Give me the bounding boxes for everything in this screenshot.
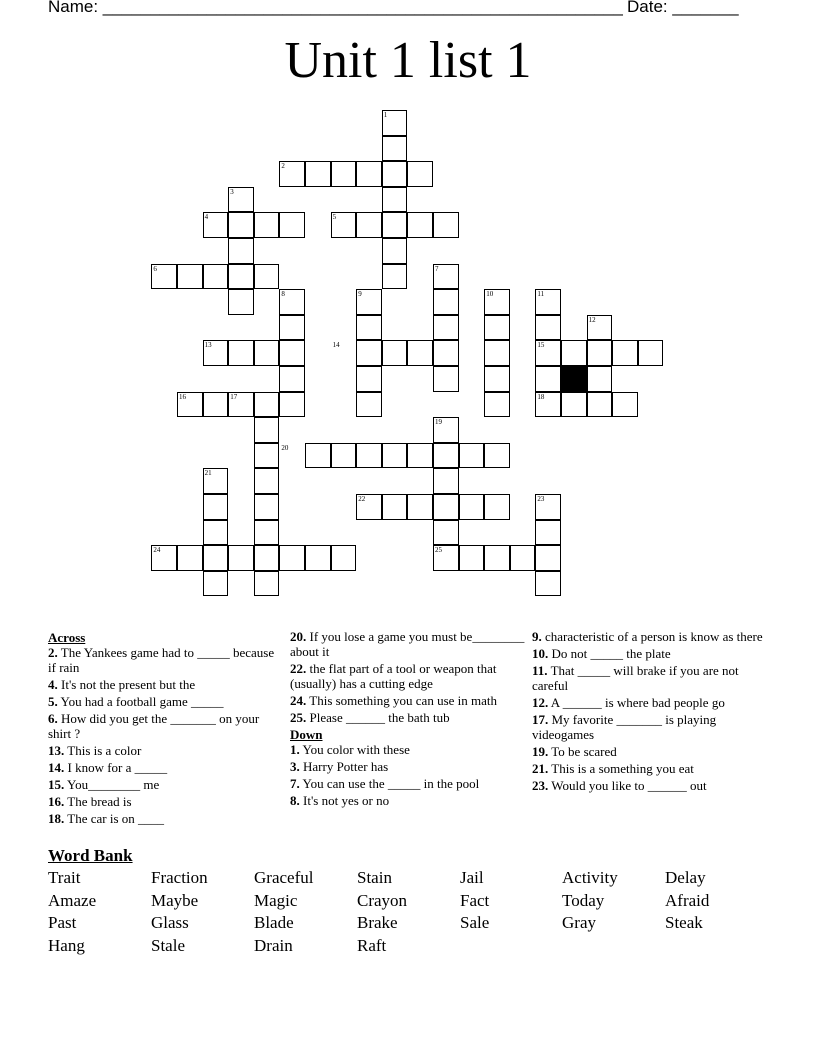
grid-cell: [254, 468, 280, 494]
clue-number-label: 8: [281, 290, 285, 299]
clue-number-label: 18: [537, 392, 545, 401]
clue-text: You color with these: [302, 742, 410, 757]
grid-cell: [459, 443, 485, 469]
clue-number-label: 10: [486, 290, 494, 299]
grid-cell: [331, 161, 357, 187]
word-bank-word: Drain: [254, 936, 293, 955]
clue-number: 18.: [48, 811, 65, 826]
clue-number: 12.: [532, 695, 549, 710]
clue-number: 24.: [290, 693, 307, 708]
grid-cell: [254, 494, 280, 520]
grid-cell: [510, 545, 536, 571]
grid-cell: [254, 520, 280, 546]
clue-item: [532, 712, 768, 742]
clue-item: [48, 777, 284, 792]
clue-text: You can use the _____ in the pool: [302, 776, 480, 791]
grid-cell: [459, 545, 485, 571]
word-bank-word: Fraction: [151, 868, 208, 887]
clue-number: 13.: [48, 743, 65, 758]
clue-item: [532, 761, 768, 776]
word-bank-word: Sale: [460, 913, 490, 932]
grid-cell: [535, 571, 561, 597]
grid-cell: [459, 494, 485, 520]
clue-text: My favorite _______ is playing videogames: [532, 712, 717, 742]
clue-number-label: 16: [179, 392, 186, 401]
grid-cell: [331, 545, 357, 571]
clue-text: If you lose a game you must be________ about it: [290, 629, 525, 659]
word-bank-word: Crayon: [357, 891, 408, 910]
clue-column-3: [532, 629, 768, 795]
clue-number: 22.: [290, 661, 307, 676]
grid-cell: [279, 315, 305, 341]
clue-text: To be scared: [551, 744, 617, 759]
grid-cell: [382, 212, 408, 238]
grid-cell: [382, 443, 408, 469]
grid-cell: [279, 212, 305, 238]
grid-cell: [382, 238, 408, 264]
clue-column-2: [290, 629, 526, 810]
word-bank-word: Afraid: [665, 891, 710, 910]
word-bank-word: Graceful: [254, 868, 314, 887]
grid-cell: [433, 468, 459, 494]
name-field-label: Name: _______________________________________________________: [48, 0, 623, 16]
word-bank-word: Stain: [357, 868, 392, 887]
grid-cell: [407, 494, 433, 520]
clue-text: The Yankees game had to _____ because if rain: [48, 645, 275, 675]
grid-cell: [535, 545, 561, 571]
grid-cell: [433, 366, 459, 392]
down-heading: Down: [290, 727, 323, 742]
word-bank-word: Glass: [151, 913, 189, 932]
clue-number: 16.: [48, 794, 65, 809]
clue-item: [48, 645, 284, 675]
clue-number-label: 20: [281, 443, 289, 452]
clue-number: 2.: [48, 645, 58, 660]
clue-number-label: 23: [537, 495, 545, 503]
grid-cell: [356, 366, 382, 392]
grid-cell: [203, 264, 229, 290]
clue-number: 19.: [532, 744, 549, 759]
grid-cell: [356, 443, 382, 469]
grid-cell: [305, 161, 331, 187]
clue-text: This is a color: [67, 743, 142, 758]
clue-text: Would you like to ______ out: [551, 778, 707, 793]
grid-cell: [433, 494, 459, 520]
word-bank-word: Magic: [254, 891, 298, 910]
clue-item: [48, 694, 284, 709]
clue-number: 17.: [532, 712, 549, 727]
clue-number-label: 7: [435, 264, 439, 273]
grid-cell: [228, 545, 254, 571]
grid-cell: [407, 443, 433, 469]
clue-text: Please ______ the bath tub: [309, 710, 450, 725]
word-bank-word: Trait: [48, 868, 81, 887]
clue-text: The bread is: [67, 794, 132, 809]
grid-cell: [254, 545, 280, 571]
grid-cell: [382, 494, 408, 520]
clue-text: Harry Potter has: [303, 759, 389, 774]
grid-cell: [279, 366, 305, 392]
word-bank-word: Amaze: [48, 891, 97, 910]
clue-text: You________ me: [67, 777, 160, 792]
clue-item: [48, 677, 284, 692]
clue-number: 4.: [48, 677, 58, 692]
grid-cell: [356, 315, 382, 341]
word-bank-word: Hang: [48, 936, 85, 955]
grid-cell: [382, 340, 408, 366]
grid-cell: [356, 161, 382, 187]
grid-cell: [305, 545, 331, 571]
word-bank-word: Fact: [460, 891, 490, 910]
clue-number-label: 11: [537, 290, 545, 299]
grid-cell: [203, 392, 229, 418]
grid-cell: [561, 340, 587, 366]
clue-text: the flat part of a tool or weapon that (usually) has a cutting edge: [290, 661, 497, 691]
clue-text: Do not _____ the plate: [551, 646, 671, 661]
grid-cell: [203, 571, 229, 597]
clue-number-label: 22: [358, 495, 366, 503]
clue-item: [290, 793, 526, 808]
clue-number-label: 25: [435, 546, 442, 555]
grid-cell: [484, 340, 510, 366]
clue-number: 6.: [48, 711, 58, 726]
grid-cell: [279, 545, 305, 571]
grid-cell: [254, 212, 280, 238]
grid-cell: [535, 520, 561, 546]
clue-number-label: 21: [204, 469, 212, 478]
clue-number: 7.: [290, 776, 300, 791]
clue-number: 1.: [290, 742, 300, 757]
grid-cell: [587, 392, 613, 418]
word-bank-word: Maybe: [151, 891, 199, 910]
clue-item: [290, 742, 526, 757]
word-bank-word: Steak: [665, 913, 703, 932]
grid-cell: [433, 212, 459, 238]
clue-item: [290, 776, 526, 791]
grid-cell: [484, 315, 510, 341]
clue-number: 15.: [48, 777, 65, 792]
clue-text: That _____ will brake if you are not careful: [532, 663, 739, 693]
grid-cell: [382, 264, 408, 290]
clue-item: [290, 629, 526, 659]
clue-number: 10.: [532, 646, 549, 661]
grid-cell: [433, 443, 459, 469]
grid-cell: [433, 520, 459, 546]
grid-cell: [382, 187, 408, 213]
grid-cell: [254, 392, 280, 418]
grid-cell: [254, 417, 280, 443]
grid-cell: [228, 289, 254, 315]
grid-cell: [612, 392, 638, 418]
grid-cell: [177, 545, 203, 571]
grid-cell: [638, 340, 664, 366]
black-cell: [561, 366, 587, 392]
word-bank-word: Brake: [357, 913, 398, 932]
clue-text: The car is on ____: [67, 811, 165, 826]
clue-text: You had a football game _____: [60, 694, 224, 709]
grid-cell: [305, 443, 331, 469]
clue-number-label: 19: [435, 418, 442, 427]
grid-cell: [203, 545, 229, 571]
grid-cell: [484, 392, 510, 418]
clue-number: 5.: [48, 694, 58, 709]
clue-item: [48, 811, 284, 826]
grid-cell: [561, 392, 587, 418]
clue-text: It's not yes or no: [303, 793, 390, 808]
clue-number: 21.: [532, 761, 549, 776]
clue-item: [532, 695, 768, 710]
clue-item: [532, 629, 768, 644]
clue-text: characteristic of a person is know as there: [545, 629, 763, 644]
clue-number-label: 15: [537, 341, 545, 350]
grid-cell: [356, 392, 382, 418]
grid-cell: [254, 443, 280, 469]
word-bank-word: Raft: [357, 936, 387, 955]
clue-number: 11.: [532, 663, 548, 678]
grid-cell: [433, 289, 459, 315]
word-bank-word: Jail: [460, 868, 484, 887]
clue-number-label: 6: [153, 264, 157, 273]
grid-cell: [484, 494, 510, 520]
grid-cell: [254, 264, 280, 290]
across-heading: Across: [48, 630, 86, 645]
clue-column-1: [48, 629, 284, 828]
page-title: Unit 1 list 1: [284, 32, 532, 89]
clue-number: 25.: [290, 710, 307, 725]
clue-number: 3.: [290, 759, 300, 774]
clue-number-label: 24: [153, 546, 161, 555]
clue-item: [290, 661, 526, 691]
grid-cell: [382, 161, 408, 187]
word-bank-word: Stale: [151, 936, 185, 955]
clue-number: 20.: [290, 629, 307, 644]
clue-item: [48, 711, 284, 741]
word-bank-word: Activity: [562, 868, 618, 887]
clue-text: This is a something you eat: [551, 761, 694, 776]
grid-cell: [382, 136, 408, 162]
word-bank-word: Past: [48, 913, 77, 932]
clue-number-label: 5: [332, 213, 337, 222]
word-bank-word: Blade: [254, 913, 294, 932]
grid-cell: [331, 443, 357, 469]
clue-number-label: 3: [230, 187, 234, 196]
clue-text: A ______ is where bad people go: [550, 695, 725, 710]
clue-item: [532, 744, 768, 759]
clue-text: I know for a _____: [67, 760, 168, 775]
grid-cell: [535, 366, 561, 392]
grid-cell: [484, 545, 510, 571]
grid-cell: [407, 212, 433, 238]
clue-text: It's not the present but the: [61, 677, 196, 692]
clue-item: [290, 693, 526, 708]
grid-cell: [356, 340, 382, 366]
clue-item: [290, 710, 526, 725]
grid-cell: [484, 366, 510, 392]
grid-cell: [177, 264, 203, 290]
clue-text: How did you get the _______ on your shirt ?: [48, 711, 260, 741]
clue-item: [48, 794, 284, 809]
date-field-label: Date: _______: [627, 0, 739, 16]
grid-cell: [279, 392, 305, 418]
word-bank-word: Gray: [562, 913, 596, 932]
grid-cell: [484, 443, 510, 469]
clue-number-label: 17: [230, 392, 238, 401]
grid-cell: [612, 340, 638, 366]
clue-number: 23.: [532, 778, 549, 793]
clue-number: 9.: [532, 629, 542, 644]
clue-item: [532, 663, 768, 693]
word-bank-word: Today: [562, 891, 605, 910]
clue-number-label: 1: [383, 111, 388, 119]
clue-item: [532, 778, 768, 793]
grid-cell: [254, 340, 280, 366]
grid-cell: [228, 340, 254, 366]
word-bank-title: Word Bank: [48, 846, 133, 865]
word-bank-word: Delay: [665, 868, 706, 887]
grid-cell: [433, 315, 459, 341]
grid-cell: [535, 315, 561, 341]
clue-number-label: 12: [588, 315, 596, 324]
grid-cell: [587, 366, 613, 392]
grid-cell: [254, 571, 280, 597]
clue-number-label: 13: [204, 341, 212, 350]
clue-number: 8.: [290, 793, 300, 808]
clue-item: [532, 646, 768, 661]
clue-number-label: 2: [281, 162, 285, 171]
clue-number-label: 4: [204, 213, 209, 222]
clue-item: [48, 760, 284, 775]
grid-cell: [407, 161, 433, 187]
grid-cell: [203, 520, 229, 546]
grid-cell: [228, 238, 254, 264]
grid-cell: [356, 212, 382, 238]
grid-cell: [433, 340, 459, 366]
grid-cell: [587, 340, 613, 366]
clue-number: 14.: [48, 760, 65, 775]
clue-item: [48, 743, 284, 758]
clue-number-label: 9: [358, 290, 362, 299]
grid-cell: [407, 340, 433, 366]
clue-number-label: 14: [332, 341, 340, 350]
grid-cell: [228, 264, 254, 290]
grid-cell: [228, 212, 254, 238]
clue-item: [290, 759, 526, 774]
grid-cell: [279, 340, 305, 366]
clue-text: This something you can use in math: [309, 693, 498, 708]
grid-cell: [203, 494, 229, 520]
